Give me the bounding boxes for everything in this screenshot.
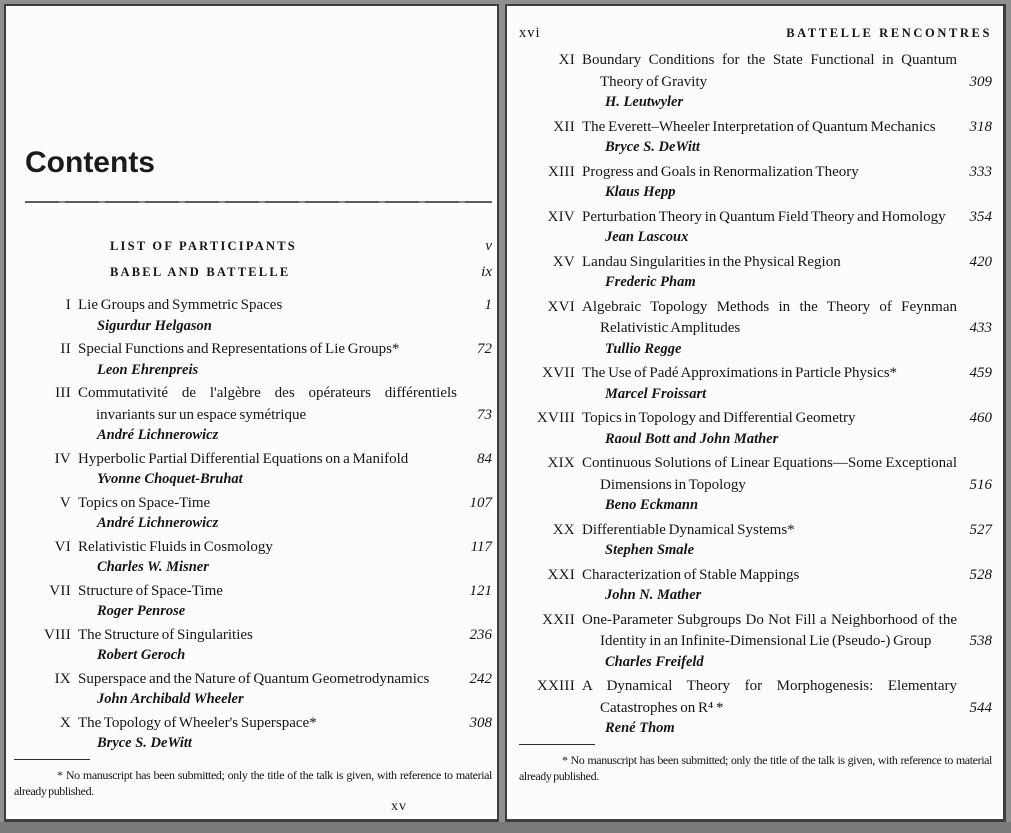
chapter-numeral: XVI [547,298,575,315]
toc-entry [519,207,992,248]
chapter-numeral: IX [54,670,71,687]
chapter-author: Frederic Pham [605,274,696,290]
toc-entries-left [25,295,492,754]
chapter-title: Boundary Conditions for the State Functional in Quantum Theory of Gravity [582,52,957,90]
toc-entry-row [25,493,492,515]
toc-entry [519,50,992,113]
chapter-numeral: XIII [547,163,575,180]
toc-entry-row [519,117,992,139]
toc-entry-row [25,537,492,559]
chapter-page-number: 527 [969,521,992,538]
toc-entry [519,610,992,673]
chapter-page-number: 117 [470,538,492,555]
footnote-left [14,759,492,799]
right-page [505,4,1006,822]
chapter-author: Raoul Bott and John Mather [605,430,779,447]
toc-entry [25,537,492,578]
chapter-numeral: XXII [542,611,575,628]
chapter-title: The Structure of Singularities [78,626,253,643]
chapter-numeral: I [65,297,71,313]
chapter-numeral: XV [552,253,575,270]
toc-entry [519,117,992,158]
chapter-page-number: 420 [969,253,992,270]
chapter-title: Topics in Topology and Differential Geometry [582,410,856,426]
chapter-title: Lie Groups and Symmetric Spaces [78,297,283,313]
toc-entry-row [519,207,992,229]
chapter-title: Hyperbolic Partial Differential Equations on a Manifold [78,450,409,467]
heading-rule [25,201,492,203]
chapter-title: The Topology of Wheeler's Superspace* [78,714,317,731]
chapter-title: Relativistic Fluids in Cosmology [78,538,273,555]
toc-entry-row [519,252,992,274]
chapter-author: Stephen Smale [605,542,695,558]
front-matter-list [25,233,492,285]
toc-entry [25,339,492,380]
chapter-numeral: XIX [547,455,575,471]
chapter-page-number: 459 [969,365,992,381]
chapter-page-number: 107 [469,494,492,511]
chapter-title: One-Parameter Subgroups Do Not Fill a Neighborhood of the Identity in an Infinite-Dimensional Lie (Pseudo-) Group [582,611,957,649]
chapter-numeral: XXI [547,566,575,583]
toc-entry-row [519,297,992,340]
chapter-title: Superspace and the Nature of Quantum Geometrodynamics [78,670,430,687]
chapter-title: Perturbation Theory in Quantum Field Theory and Homology [582,208,946,225]
chapter-author: Bryce S. DeWitt [97,735,192,751]
toc-entry [25,713,492,754]
chapter-numeral: XXIII [536,678,575,694]
chapter-title: Continuous Solutions of Linear Equations—Some Exceptional Dimensions in Topology [582,455,957,493]
chapter-numeral: II [60,341,71,357]
chapter-numeral: V [59,494,71,511]
footnote-rule [14,759,90,760]
chapter-page-number: 84 [477,450,492,467]
chapter-page-number: 236 [469,626,492,643]
toc-entry [25,383,492,446]
chapter-numeral: XX [552,521,575,538]
chapter-numeral: XVII [542,365,575,381]
chapter-page-number: 528 [969,566,992,583]
chapter-author: Beno Eckmann [605,497,699,513]
chapter-author: Roger Penrose [97,603,186,619]
toc-entry-row [25,625,492,647]
page-number-xvi: xvi [519,25,541,41]
chapter-page-number: 72 [477,341,492,357]
chapter-numeral: X [59,714,71,731]
toc-entry [519,363,992,404]
front-matter-title: LIST OF PARTICIPANTS [110,239,297,253]
chapter-title: Characterization of Stable Mappings [582,566,800,583]
toc-entry-row [25,713,492,735]
running-head-title: BATTELLE RENCONTRES [786,26,992,40]
chapter-title: Structure of Space-Time [78,582,223,599]
chapter-author: René Thom [605,720,675,736]
footnote-text: * No manuscript has been submitted; only the title of the talk is given, with reference to material already published. [14,767,492,798]
chapter-numeral: VII [49,582,71,599]
toc-entry [25,625,492,666]
toc-entry-row [25,383,492,426]
toc-entry [519,453,992,516]
chapter-title: Special Functions and Representations of Lie Groups* [78,341,400,357]
toc-entry [25,295,492,336]
chapter-page-number: 308 [469,714,492,731]
toc-entry [519,676,992,739]
chapter-author: André Lichnerowicz [97,515,219,531]
chapter-author: Tullio Regge [605,340,682,357]
chapter-page-number: 544 [969,699,992,716]
chapter-author: Yvonne Choquet-Bruhat [97,471,243,487]
chapter-page-number: 460 [969,410,992,426]
toc-entry-row [25,581,492,603]
front-matter-row [25,259,492,285]
toc-entry-row [519,520,992,542]
chapter-title: Topics on Space-Time [78,494,211,511]
chapter-numeral: XII [553,118,575,135]
toc-entry [519,162,992,203]
toc-entry [25,449,492,490]
chapter-page-number: 242 [469,670,492,687]
chapter-numeral: VIII [43,626,71,643]
toc-entry-row [519,676,992,719]
chapter-page-number: 333 [969,163,992,180]
toc-entry-row [519,162,992,184]
chapter-author: André Lichnerowicz [97,427,219,443]
chapter-numeral: IV [54,450,71,467]
chapter-author: John Archibald Wheeler [97,691,244,707]
chapter-page-number: 433 [969,320,992,336]
toc-entry [25,493,492,534]
toc-entry [25,669,492,710]
chapter-numeral: XI [558,52,575,68]
chapter-title: A Dynamical Theory for Morphogenesis: Elementary Catastrophes on R⁴ * [582,678,957,716]
chapter-author: Charles Freifeld [605,653,704,670]
chapter-title: The Everett–Wheeler Interpretation of Quantum Mechanics [582,118,936,135]
toc-entry-row [519,565,992,587]
toc-entry-row [25,449,492,471]
scan-bottom-edge [0,822,1011,833]
chapter-author: Marcel Froissart [605,385,707,402]
footnote-rule [519,744,595,745]
chapter-page-number: 318 [969,118,992,135]
toc-entry-row [519,50,992,93]
chapter-page-number: 73 [477,406,492,423]
chapter-title: Landau Singularities in the Physical Region [582,253,841,270]
chapter-page-number: 538 [969,633,992,649]
toc-entry-row [25,339,492,361]
chapter-author: Klaus Hepp [605,184,676,200]
chapter-author: H. Leutwyler [605,94,684,110]
chapter-page-number: 1 [484,297,492,313]
chapter-author: Robert Geroch [97,647,186,663]
chapter-page-number: 121 [469,582,492,599]
chapter-title: The Use of Padé Approximations in Particle Physics* [582,365,898,381]
chapter-author: Jean Lascoux [605,229,689,245]
toc-entry-row [519,610,992,653]
chapter-author: Charles W. Misner [97,559,209,575]
footnote-text: * No manuscript has been submitted; only the title of the talk is given, with reference to material already published. [519,752,992,783]
toc-entry-row [25,669,492,691]
page-number-xv: xv [391,799,407,814]
toc-entry [25,581,492,622]
toc-entry [519,520,992,561]
chapter-author: Bryce S. DeWitt [605,139,700,155]
chapter-author: Leon Ehrenpreis [97,361,199,378]
footnote-right [519,744,992,784]
chapter-title: Differentiable Dynamical Systems* [582,521,795,538]
chapter-numeral: XVIII [536,410,575,426]
chapter-author: John N. Mather [605,587,702,603]
toc-entry-row [519,408,992,430]
chapter-title: Algebraic Topology Methods in the Theory of Feynman Relativistic Amplitudes [582,298,957,336]
toc-entry-row [25,295,492,317]
chapter-title: Progress and Goals in Renormalization Theory [582,163,859,180]
chapter-page-number: 309 [969,73,992,90]
front-matter-page-number: ix [481,264,492,280]
toc-entry [519,297,992,360]
chapter-numeral: XIV [547,208,575,225]
chapter-numeral: VI [54,538,71,555]
chapter-author: Sigurdur Helgason [97,317,212,334]
running-head-row [519,25,992,42]
chapter-numeral: III [55,385,71,401]
toc-entry-row [519,453,992,496]
chapter-page-number: 516 [969,476,992,493]
toc-entry [519,408,992,449]
toc-entries-right [519,50,992,739]
chapter-page-number: 354 [969,208,992,225]
chapter-title: Commutativité de l'algèbre des opérateurs différentiels invariants sur un espace symétrique [78,385,457,423]
toc-entry [519,565,992,606]
front-matter-page-number: v [485,238,492,254]
left-page [4,4,499,822]
toc-entry [519,252,992,293]
toc-entry-row [519,363,992,385]
contents-heading: Contents [25,146,155,179]
front-matter-row [25,233,492,259]
front-matter-title: BABEL AND BATTELLE [110,265,291,279]
